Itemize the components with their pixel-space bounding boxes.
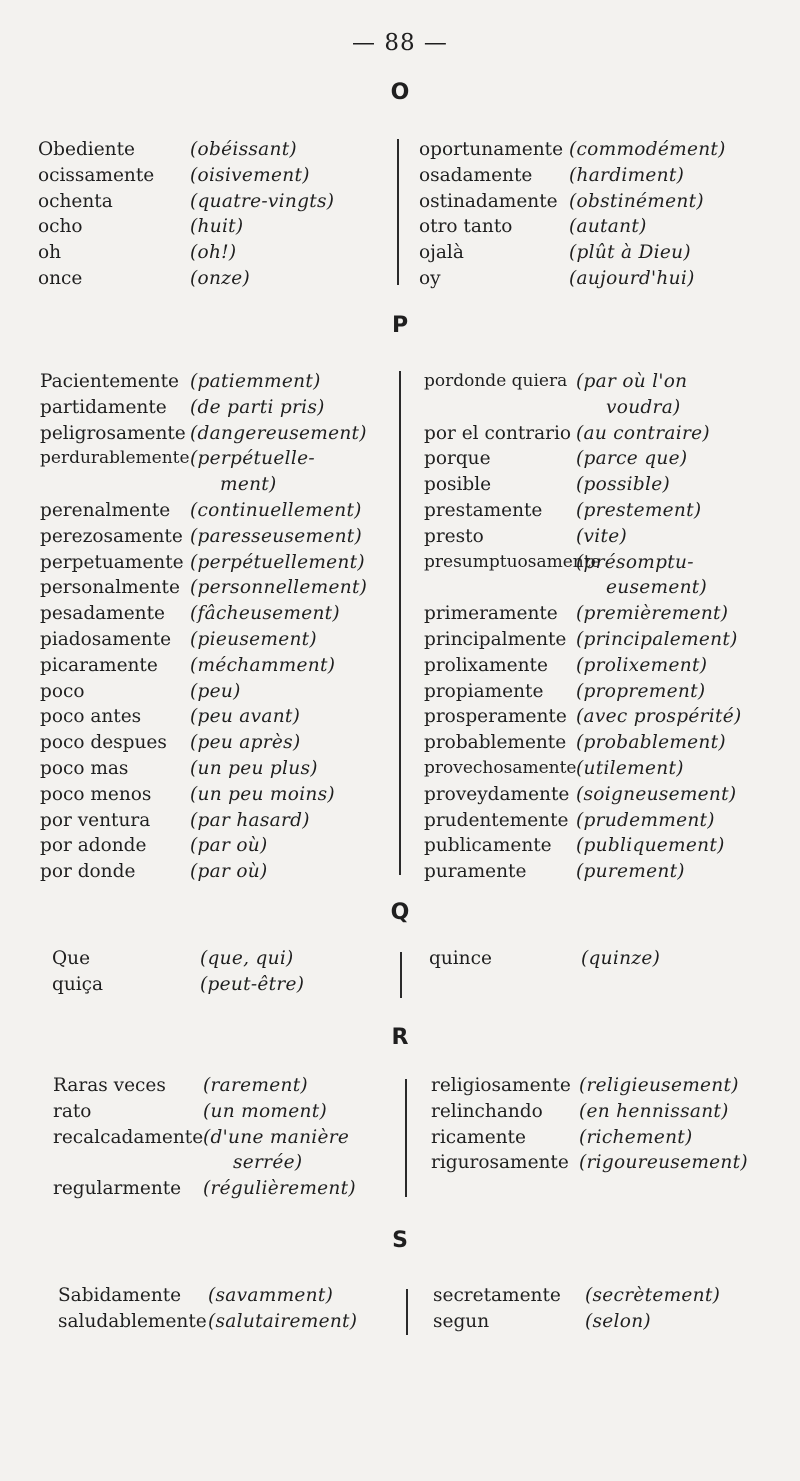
spanish-term: porque	[424, 448, 491, 470]
spanish-term: ostinadamente	[419, 190, 558, 212]
dictionary-entry	[38, 266, 334, 292]
dictionary-entry	[419, 214, 726, 240]
spanish-term: probablemente	[424, 732, 567, 754]
french-translation: (obstinément)	[569, 190, 704, 212]
spanish-term: oh	[38, 242, 62, 264]
spanish-term: saludablemente	[58, 1310, 207, 1332]
dictionary-entry	[40, 730, 367, 756]
french-translation: (prestement)	[576, 499, 702, 521]
french-translation: (oh!)	[190, 242, 237, 264]
spanish-term: perpetuamente	[40, 551, 184, 573]
spanish-term: poco antes	[40, 706, 142, 728]
spanish-term: Que	[52, 948, 91, 969]
french-translation: (par hasard)	[190, 809, 310, 831]
french-translation: (plût à Dieu)	[569, 242, 691, 264]
spanish-term: regularmente	[53, 1178, 182, 1200]
french-translation: (pieusement)	[190, 628, 317, 650]
french-translation: (perpétuellement)	[190, 551, 365, 573]
french-translation: (probablement)	[576, 732, 726, 754]
section-letter-q: Q	[390, 900, 410, 925]
dictionary-entry	[424, 859, 741, 885]
dictionary-entry	[38, 240, 334, 266]
spanish-term: perdurablemente	[40, 448, 190, 469]
entry-continuation	[40, 472, 367, 498]
spanish-term: otro tanto	[419, 216, 513, 238]
dictionary-entry	[424, 704, 741, 730]
french-translation: (principalement)	[576, 628, 738, 650]
section-letter-o: O	[390, 80, 410, 105]
french-translation: (peut-être)	[200, 973, 305, 995]
dictionary-entry	[424, 833, 741, 859]
french-translation: (perpétuelle-	[190, 448, 315, 470]
entry-continuation	[424, 575, 741, 601]
spanish-term: presumptuosamente	[424, 551, 601, 572]
dictionary-entry	[431, 1073, 748, 1099]
dictionary-entry	[424, 653, 741, 679]
french-translation: (autant)	[569, 216, 647, 238]
spanish-term: oportunamente	[419, 139, 564, 160]
dictionary-entry	[419, 189, 726, 215]
dictionary-entry	[58, 1283, 357, 1309]
spanish-term: segun	[433, 1310, 490, 1332]
page-number: — 88 —	[352, 30, 448, 56]
french-translation: (méchamment)	[190, 654, 336, 676]
french-translation: (aujourd'hui)	[569, 267, 695, 289]
french-translation: (premièrement)	[576, 603, 729, 625]
french-translation: (un moment)	[203, 1100, 327, 1122]
dictionary-entry	[431, 1125, 748, 1151]
spanish-term: Pacientemente	[40, 371, 179, 392]
french-translation: (hardiment)	[569, 164, 685, 186]
spanish-term: osadamente	[419, 164, 533, 186]
right-column	[419, 137, 726, 292]
french-translation: (personnellement)	[190, 577, 368, 599]
left-column	[38, 137, 334, 292]
spanish-term: publicamente	[424, 835, 552, 857]
right-column	[431, 1073, 748, 1176]
right-column	[429, 946, 660, 972]
right-column	[433, 1283, 720, 1335]
section-letter-p: P	[391, 313, 409, 338]
dictionary-entry	[419, 240, 726, 266]
left-column	[40, 369, 367, 885]
french-translation: (parce que)	[576, 448, 688, 470]
dictionary-entry	[429, 946, 660, 972]
spanish-term: por ventura	[40, 809, 151, 831]
french-translation: (rigoureusement)	[579, 1152, 748, 1174]
french-translation: (patiemment)	[190, 371, 321, 392]
french-translation: (onze)	[190, 267, 250, 289]
spanish-term: principalmente	[424, 628, 567, 650]
column-divider	[399, 371, 401, 691]
dictionary-entry	[40, 782, 367, 808]
dictionary-entry	[424, 601, 741, 627]
spanish-term: propiamente	[424, 680, 544, 702]
french-translation: (vite)	[576, 525, 627, 547]
dictionary-entry	[40, 601, 367, 627]
dictionary-entry	[424, 446, 741, 472]
dictionary-entry	[53, 1099, 356, 1125]
french-translation: (quatre-vingts)	[190, 190, 335, 212]
french-translation: (fâcheusement)	[190, 603, 340, 625]
french-translation: (continuellement)	[190, 499, 362, 521]
spanish-term: ojalà	[419, 242, 464, 264]
section-letter-r: R	[391, 1025, 409, 1050]
dictionary-entry	[53, 1176, 356, 1202]
french-translation: (au contraire)	[576, 422, 710, 444]
french-translation: (peu après)	[190, 732, 301, 754]
french-translation: (que, qui)	[200, 948, 294, 969]
french-translation: (rarement)	[203, 1075, 308, 1096]
dictionary-entry	[40, 575, 367, 601]
dictionary-entry	[424, 550, 741, 576]
dictionary-entry	[433, 1309, 720, 1335]
spanish-term: perezosamente	[40, 525, 183, 547]
french-translation: (peu)	[190, 680, 241, 702]
spanish-term: ricamente	[431, 1126, 526, 1148]
column-divider	[397, 139, 399, 285]
left-column	[52, 946, 304, 998]
spanish-term: poco	[40, 680, 85, 702]
dictionary-entry	[424, 756, 741, 782]
spanish-term: perenalmente	[40, 499, 171, 521]
french-translation: (paresseusement)	[190, 525, 363, 547]
spanish-term: por donde	[40, 861, 136, 883]
dictionary-entry	[419, 137, 726, 163]
french-translation: (huit)	[190, 216, 244, 238]
dictionary-entry	[424, 808, 741, 834]
spanish-term: secretamente	[433, 1285, 561, 1306]
french-translation: (présomptu-	[576, 551, 694, 573]
french-translation: (d'une manière	[203, 1126, 350, 1148]
dictionary-entry	[419, 163, 726, 189]
spanish-term: ocho	[38, 216, 83, 238]
french-translation: (purement)	[576, 861, 685, 883]
french-translation: (par où)	[190, 861, 268, 883]
french-translation: (peu avant)	[190, 706, 301, 728]
spanish-term: quiça	[52, 973, 104, 995]
dictionary-entry	[40, 550, 367, 576]
dictionary-entry	[38, 137, 334, 163]
french-translation: (régulièrement)	[203, 1178, 356, 1200]
column-divider	[405, 1079, 407, 1197]
dictionary-entry	[433, 1283, 720, 1309]
spanish-term: religiosamente	[431, 1075, 571, 1096]
spanish-term: primeramente	[424, 603, 558, 625]
french-translation: ment)	[220, 474, 277, 496]
spanish-term: puramente	[424, 861, 527, 883]
dictionary-entry	[40, 833, 367, 859]
dictionary-entry	[40, 859, 367, 885]
dictionary-entry	[424, 524, 741, 550]
dictionary-entry	[52, 946, 304, 972]
spanish-term: por adonde	[40, 835, 147, 857]
french-translation: (commodément)	[569, 139, 726, 160]
french-translation: (par où l'on	[576, 371, 688, 392]
dictionary-entry	[53, 1125, 356, 1151]
dictionary-entry	[424, 369, 741, 395]
french-translation: (un peu moins)	[190, 783, 335, 805]
spanish-term: posible	[424, 474, 492, 496]
french-translation: (soigneusement)	[576, 783, 737, 805]
french-translation: serrée)	[233, 1152, 303, 1174]
spanish-term: poco menos	[40, 783, 152, 805]
french-translation: (possible)	[576, 474, 671, 496]
french-translation: (en hennissant)	[579, 1100, 729, 1122]
dictionary-entry	[40, 498, 367, 524]
dictionary-entry	[53, 1073, 356, 1099]
dictionary-entry	[431, 1150, 748, 1176]
dictionary-entry	[424, 782, 741, 808]
dictionary-entry	[40, 653, 367, 679]
french-translation: (savamment)	[208, 1285, 334, 1306]
spanish-term: poco despues	[40, 732, 167, 754]
spanish-term: peligrosamente	[40, 422, 186, 444]
dictionary-entry	[38, 214, 334, 240]
spanish-term: quince	[429, 948, 492, 969]
dictionary-entry	[40, 808, 367, 834]
french-translation: eusement)	[606, 577, 708, 599]
dictionary-entry	[431, 1099, 748, 1125]
spanish-term: picaramente	[40, 654, 158, 676]
dictionary-entry	[424, 627, 741, 653]
french-translation: (un peu plus)	[190, 757, 318, 779]
spanish-term: poco mas	[40, 757, 129, 779]
french-translation: (selon)	[585, 1310, 651, 1332]
entry-continuation	[53, 1150, 356, 1176]
dictionary-entry	[40, 524, 367, 550]
dictionary-entry	[40, 679, 367, 705]
french-translation: (proprement)	[576, 680, 706, 702]
spanish-term: rigurosamente	[431, 1152, 569, 1174]
french-translation: (obéissant)	[190, 139, 297, 160]
spanish-term: provechosamente	[424, 757, 577, 778]
french-translation: (de parti pris)	[190, 396, 325, 418]
dictionary-entry	[40, 627, 367, 653]
french-translation: (utilement)	[576, 757, 684, 779]
french-translation: (dangereusement)	[190, 422, 367, 444]
spanish-term: prosperamente	[424, 706, 567, 728]
column-divider	[406, 1289, 408, 1335]
spanish-term: oy	[419, 267, 441, 289]
french-translation: (secrètement)	[585, 1285, 721, 1306]
spanish-term: prolixamente	[424, 654, 548, 676]
french-translation: (richement)	[579, 1126, 693, 1148]
spanish-term: prestamente	[424, 499, 543, 521]
spanish-term: piadosamente	[40, 628, 172, 650]
dictionary-entry	[38, 163, 334, 189]
column-divider	[400, 952, 402, 998]
french-translation: (religieusement)	[579, 1075, 739, 1096]
dictionary-entry	[40, 704, 367, 730]
dictionary-entry	[40, 756, 367, 782]
french-translation: (salutairement)	[208, 1310, 358, 1332]
spanish-term: ochenta	[38, 190, 113, 212]
dictionary-entry	[424, 472, 741, 498]
spanish-term: rato	[53, 1100, 92, 1122]
right-column	[424, 369, 741, 885]
dictionary-entry	[424, 421, 741, 447]
dictionary-entry	[424, 730, 741, 756]
column-divider	[399, 687, 401, 875]
dictionary-entry	[40, 421, 367, 447]
spanish-term: proveydamente	[424, 783, 570, 805]
spanish-term: prudentemente	[424, 809, 569, 831]
spanish-term: partidamente	[40, 396, 167, 418]
spanish-term: pesadamente	[40, 603, 165, 625]
spanish-term: once	[38, 267, 83, 289]
dictionary-entry	[419, 266, 726, 292]
spanish-term: personalmente	[40, 577, 180, 599]
spanish-term: Sabidamente	[58, 1285, 182, 1306]
dictionary-entry	[40, 369, 367, 395]
french-translation: (prolixement)	[576, 654, 708, 676]
spanish-term: Raras veces	[53, 1075, 166, 1096]
french-translation: (prudemment)	[576, 809, 715, 831]
spanish-term: Obediente	[38, 139, 135, 160]
section-letter-s: S	[392, 1228, 408, 1253]
dictionary-entry	[40, 395, 367, 421]
spanish-term: ocissamente	[38, 164, 155, 186]
spanish-term: recalcadamente	[53, 1126, 204, 1148]
spanish-term: relinchando	[431, 1100, 543, 1122]
left-column	[53, 1073, 356, 1202]
dictionary-entry	[38, 189, 334, 215]
dictionary-entry	[424, 498, 741, 524]
spanish-term: por el contrario	[424, 422, 572, 444]
french-translation: voudra)	[606, 396, 681, 418]
left-column	[58, 1283, 357, 1335]
dictionary-entry	[52, 972, 304, 998]
spanish-term: pordonde quiera	[424, 371, 568, 391]
french-translation: (par où)	[190, 835, 268, 857]
french-translation: (publiquement)	[576, 835, 725, 857]
french-translation: (quinze)	[581, 948, 661, 969]
dictionary-entry	[424, 679, 741, 705]
entry-continuation	[424, 395, 741, 421]
french-translation: (avec prospérité)	[576, 706, 742, 728]
spanish-term: presto	[424, 525, 484, 547]
dictionary-entry	[40, 446, 367, 472]
dictionary-entry	[58, 1309, 357, 1335]
french-translation: (oisivement)	[190, 164, 310, 186]
